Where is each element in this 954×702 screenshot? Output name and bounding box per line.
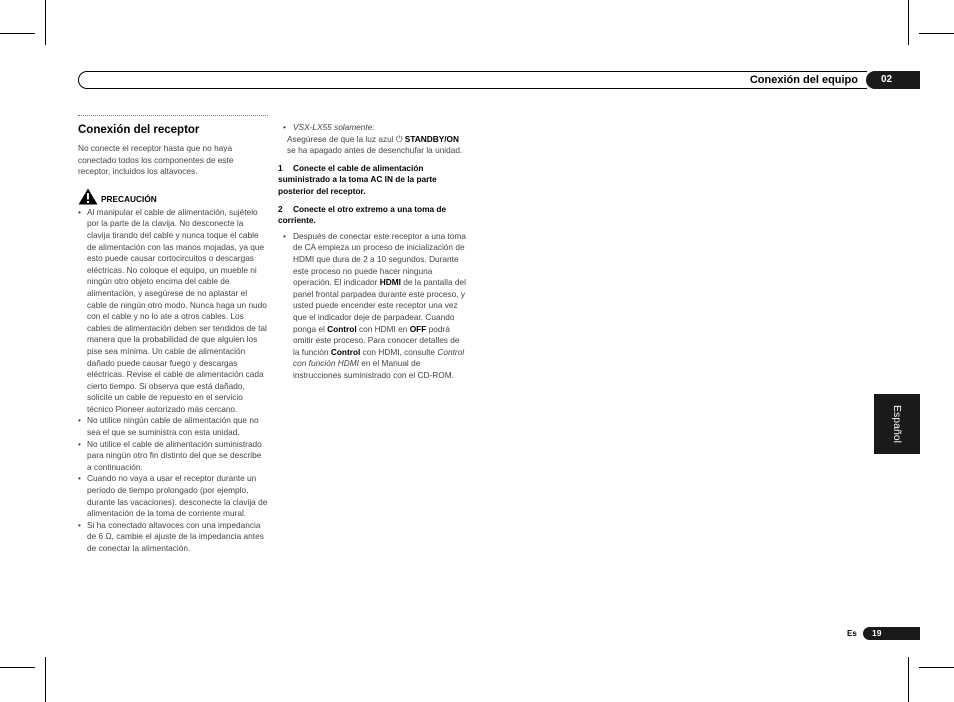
control-label: Control bbox=[327, 323, 357, 334]
crop-mark bbox=[919, 667, 954, 668]
right-column bbox=[278, 122, 468, 381]
warning-icon bbox=[78, 188, 98, 205]
language-label: Español bbox=[891, 405, 903, 443]
step-number: 1 bbox=[278, 162, 283, 173]
hdmi-label: HDMI bbox=[379, 277, 401, 288]
note-text: Después de conectar este receptor a una toma de CA empieza un proceso de inicialización de HDMI que dura de 2 a 10 segundos. Durante este proceso no puede hacer ninguna operación. El indicador bbox=[293, 230, 466, 288]
step-2 bbox=[278, 204, 468, 227]
power-icon: ⏻ bbox=[395, 133, 403, 144]
list-item: • No utilice ningún cable de alimentación que no sea el que se suministra con esta unidad. bbox=[78, 415, 268, 438]
crop-mark bbox=[0, 667, 35, 668]
section-rule bbox=[78, 115, 268, 116]
note-text: de la pantalla del panel frontal parpadea durante este proceso, y usted puede encender este receptor una vez que el indicador deje de parpadear. Cuando ponga el bbox=[293, 277, 466, 334]
footer-language: Es bbox=[847, 629, 857, 638]
standby-note bbox=[278, 134, 468, 157]
note-text: con HDMI en bbox=[358, 323, 408, 334]
crop-mark bbox=[0, 33, 35, 34]
standby-text-post: se ha apagado antes de desenchufar la unidad. bbox=[287, 145, 463, 156]
step-number: 2 bbox=[278, 203, 283, 214]
note-text: en el Manual de instrucciones suministrado con el CD-ROM. bbox=[293, 358, 454, 380]
step-2-notes bbox=[278, 231, 468, 382]
model-note: VSX-LX55 solamente: bbox=[293, 122, 375, 132]
list-item: • Si ha conectado altavoces con una impedancia de 6 Ω, cambie el ajuste de la impedancia antes de conectar la alimentación. bbox=[78, 520, 268, 555]
header-bar bbox=[78, 71, 867, 89]
language-tab bbox=[874, 394, 920, 454]
model-note-list bbox=[278, 122, 468, 134]
crop-mark bbox=[908, 657, 909, 702]
header-title: Conexión del equipo bbox=[749, 74, 858, 86]
standby-label: STANDBY/ON bbox=[404, 133, 460, 144]
chapter-number: 02 bbox=[866, 71, 920, 89]
list-item bbox=[278, 122, 468, 134]
step-text: Conecte el cable de alimentación suministrado a la toma AC IN de la parte posterior del receptor. bbox=[278, 162, 437, 196]
caution-heading bbox=[78, 188, 268, 205]
crop-mark bbox=[919, 33, 954, 34]
intro-paragraph: No conecte el receptor hasta que no haya conectado todos los componentes de este receptor, incluidos los altavoces. bbox=[78, 143, 234, 177]
step-text: Conecte el otro extremo a una toma de corriente. bbox=[278, 203, 447, 226]
reference-title: Control con función HDMI bbox=[293, 346, 465, 369]
note-text: con HDMI, consulte bbox=[362, 346, 436, 357]
standby-text-pre: Asegúrese de que la luz azul bbox=[287, 133, 394, 144]
page-number: 19 bbox=[863, 627, 920, 640]
step-1 bbox=[278, 163, 468, 198]
control-label: Control bbox=[330, 346, 361, 357]
list-item: • Al manipular el cable de alimentación, sujételo por la parte de la clavija. No desconecte la clavija tirando del cable y nunca toque el cable de alimentación con las manos mojadas, ya que esto puede causar cortocircuitos o descargas eléctricas. No coloque el equipo, un mueble ni ningún otro objeto encima del cable de alimentación, y asegúrese de no aplastar el cable de ningún otro modo. Nunca haga un nudo con el cable y no lo ate a otros cables. Los cables de alimentación deben ser tendidos de tal manera que la probabilidad de que alguien los pise sea mínima. Un cable de alimentación dañado puede causar fuego y descargas eléctricas. Revise el cable de alimentación cada cierto tiempo. Si observa que está dañado, solicite un cable de repuesto en el servicio técnico Pioneer autorizado más cercano. bbox=[78, 207, 268, 416]
crop-mark bbox=[908, 0, 909, 45]
list-item: • No utilice el cable de alimentación suministrado para ningún otro fin distinto del que se describe a continuación. bbox=[78, 439, 268, 474]
list-item: • Cuando no vaya a usar el receptor durante un período de tiempo prolongado (por ejemplo, durante las vacaciones). desconecte la clavija de alimentación de la toma de corriente mural. bbox=[78, 473, 268, 519]
left-column bbox=[78, 115, 268, 555]
caution-label: PRECAUCIÓN bbox=[101, 193, 157, 204]
note-text: podrá omitir este proceso. Para conocer detalles de la función bbox=[293, 323, 460, 357]
crop-mark bbox=[45, 657, 46, 702]
off-label: OFF bbox=[409, 323, 427, 334]
section-title: Conexión del receptor bbox=[78, 124, 200, 136]
caution-list bbox=[78, 207, 268, 555]
crop-mark bbox=[45, 0, 46, 45]
list-item bbox=[278, 231, 468, 382]
